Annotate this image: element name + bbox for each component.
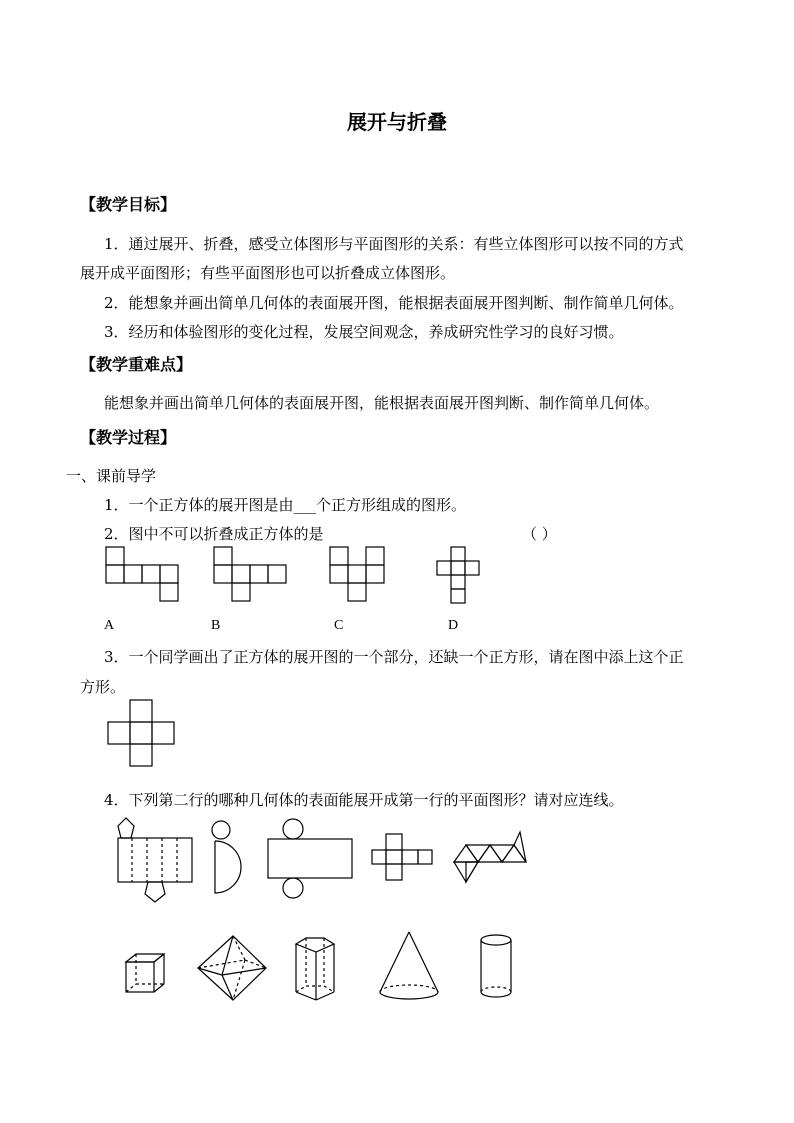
net-d-shape xyxy=(437,547,479,603)
keypoints-text: 能想象并画出简单几何体的表面展开图，能根据表面展开图判断、制作简单几何体。 xyxy=(104,394,660,412)
net-c-shape xyxy=(330,547,384,601)
question-2: 2．图中不可以折叠成正方体的是 xyxy=(104,525,324,543)
cylinder-net xyxy=(268,819,352,898)
pentagonal-prism-net xyxy=(118,818,192,902)
objective-1a: 1．通过展开、折叠，感受立体图形与平面图形的关系：有些立体图形可以按不同的方式 xyxy=(104,235,684,253)
objective-3: 3．经历和体验图形的变化过程，发展空间观念，养成研究性学习的良好习惯。 xyxy=(104,323,624,341)
net-a-shape xyxy=(106,547,178,601)
section-process: 【教学过程】 xyxy=(80,428,177,447)
cone-solid xyxy=(380,932,438,999)
cube-solid xyxy=(126,954,164,992)
question-3-line2: 方形。 xyxy=(80,678,126,696)
cone-net xyxy=(212,821,241,893)
objective-1b: 展开成平面图形；有些平面图形也可以折叠成立体图形。 xyxy=(80,264,456,282)
octahedron-solid xyxy=(198,936,266,1000)
objective-2: 2．能想象并画出简单几何体的表面展开图，能根据表面展开图判断、制作简单几何体。 xyxy=(104,294,684,312)
answer-paren: （ ） xyxy=(522,525,557,543)
partial-net-figure xyxy=(108,700,174,766)
page-title: 展开与折叠 xyxy=(347,110,447,134)
option-c-label: C xyxy=(334,618,344,633)
section-objectives: 【教学目标】 xyxy=(80,195,177,214)
octahedron-net xyxy=(454,832,526,882)
question-1: 1．一个正方体的展开图是由___个正方形组成的图形。 xyxy=(104,496,467,514)
question-3-line1: 3．一个同学画出了正方体的展开图的一个部分，还缺一个正方形，请在图中添上这个正 xyxy=(104,648,684,666)
option-d-label: D xyxy=(448,618,459,633)
option-a-label: A xyxy=(104,618,115,633)
part1-heading: 一、课前导学 xyxy=(66,467,157,485)
section-keypoints: 【教学重难点】 xyxy=(80,355,193,374)
option-b-label: B xyxy=(211,618,221,633)
pentagonal-prism-solid xyxy=(296,938,334,1000)
cube-net xyxy=(372,834,432,880)
net-b-shape xyxy=(214,547,286,601)
cylinder-solid xyxy=(481,935,511,997)
question-4: 4．下列第二行的哪种几何体的表面能展开成第一行的平面图形？请对应连线。 xyxy=(104,791,624,809)
